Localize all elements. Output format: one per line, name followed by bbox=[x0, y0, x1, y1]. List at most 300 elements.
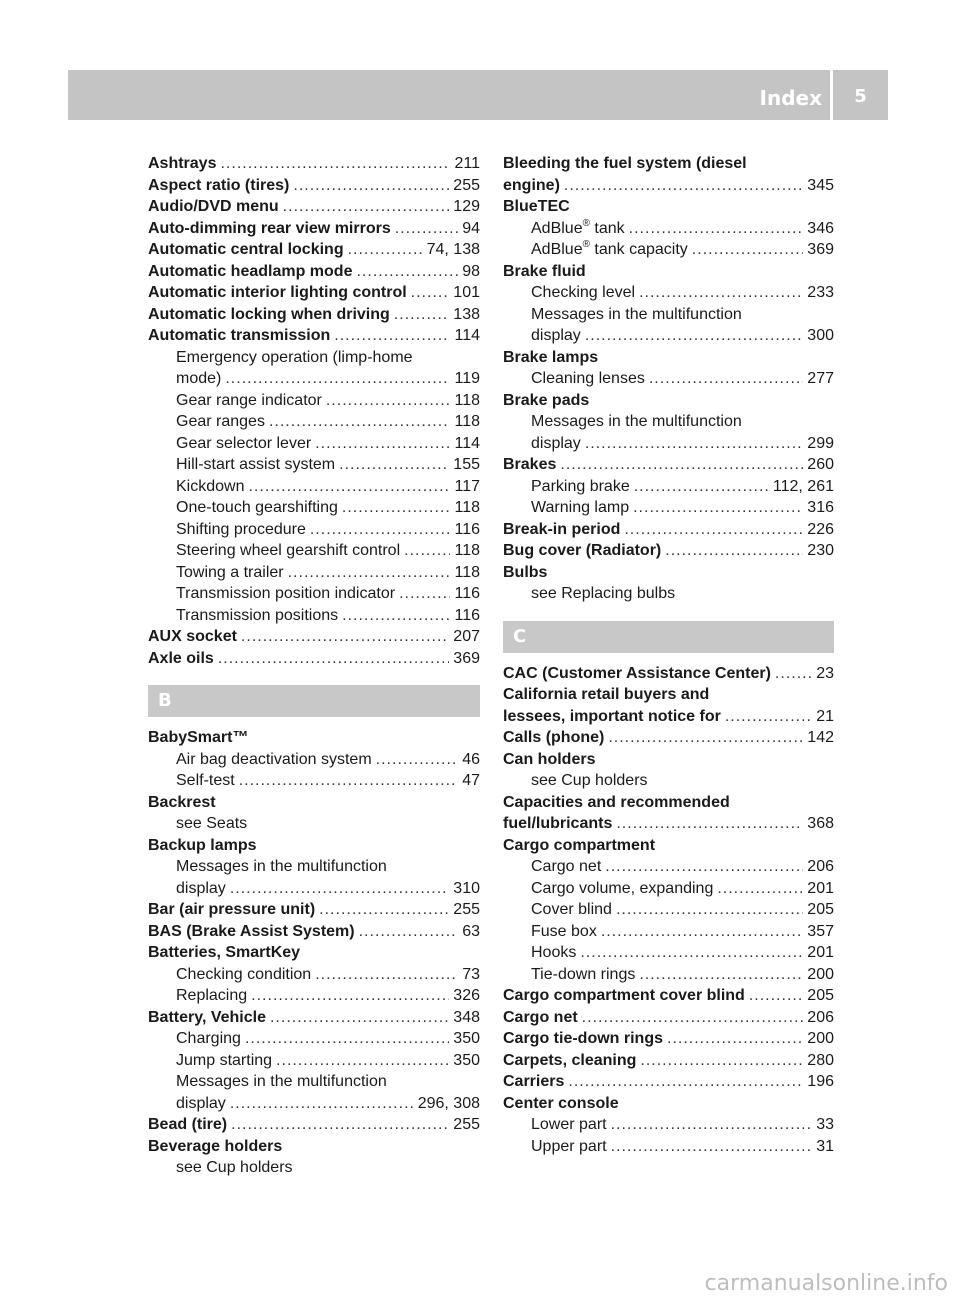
entry-term bbox=[148, 899, 315, 921]
page-ref: 23 bbox=[816, 664, 834, 682]
index-subentry bbox=[503, 1136, 834, 1158]
entry-term-text: CAC (Customer Assistance Center) bbox=[503, 664, 771, 682]
entry-term bbox=[531, 964, 635, 986]
entry-term-text: Messages in the multifunction bbox=[176, 1073, 387, 1090]
leader-dots bbox=[605, 856, 803, 878]
entry-term bbox=[176, 1071, 387, 1093]
page-title: Index bbox=[759, 86, 822, 110]
index-subentry bbox=[503, 583, 834, 605]
page-ref: 21 bbox=[816, 707, 834, 725]
page-number: 5 bbox=[854, 86, 867, 107]
page-ref: 230 bbox=[807, 542, 834, 559]
index-subentry bbox=[148, 433, 480, 455]
index-subentry bbox=[503, 282, 834, 304]
index-entry bbox=[503, 153, 834, 175]
entry-term-text: mode) bbox=[176, 370, 222, 387]
leader-dots bbox=[404, 540, 450, 562]
entry-term-text: Transmission positions bbox=[176, 606, 339, 624]
page-ref: 114 bbox=[454, 327, 480, 344]
leader-dots bbox=[633, 497, 803, 519]
leader-dots bbox=[665, 540, 803, 562]
entry-term-text: Carriers bbox=[503, 1073, 565, 1090]
leader-dots bbox=[640, 1050, 803, 1072]
entry-term bbox=[176, 497, 338, 519]
entry-term bbox=[176, 1050, 272, 1072]
leader-dots bbox=[775, 663, 812, 685]
index-subentry bbox=[148, 1050, 480, 1072]
leader-dots bbox=[585, 325, 803, 347]
index-entry bbox=[148, 648, 480, 670]
entry-term bbox=[503, 1007, 578, 1029]
leader-dots bbox=[649, 368, 803, 390]
leader-dots bbox=[310, 519, 451, 541]
entry-term bbox=[176, 390, 322, 412]
page-ref: 205 bbox=[807, 987, 834, 1004]
index-entry bbox=[148, 942, 480, 964]
page-ref: 118 bbox=[454, 499, 480, 516]
page-ref: 73 bbox=[462, 965, 480, 983]
page-ref: 47 bbox=[462, 772, 480, 789]
entry-term bbox=[148, 727, 248, 749]
entry-term-text: California retail buyers and bbox=[503, 686, 710, 703]
leader-dots bbox=[276, 1050, 449, 1072]
leader-dots bbox=[251, 985, 449, 1007]
entry-term-text: Towing a trailer bbox=[176, 563, 284, 581]
leader-dots bbox=[639, 282, 803, 304]
entry-term-text: Beverage holders bbox=[148, 1137, 283, 1155]
entry-term bbox=[148, 325, 330, 347]
leader-dots bbox=[601, 921, 803, 943]
entry-term bbox=[503, 390, 589, 412]
index-entry bbox=[148, 921, 480, 943]
entry-term-text: Audio/DVD menu bbox=[148, 198, 279, 215]
index-subentry bbox=[148, 856, 480, 878]
entry-term bbox=[176, 1157, 293, 1179]
page-ref: 255 bbox=[453, 176, 480, 194]
entry-term-text: Bug cover (Radiator) bbox=[503, 542, 662, 559]
leader-dots bbox=[230, 878, 449, 900]
leader-dots bbox=[239, 770, 459, 792]
index-entry bbox=[148, 304, 480, 326]
entry-term bbox=[503, 663, 771, 685]
index-subentry bbox=[148, 1071, 480, 1093]
index-entry bbox=[503, 813, 834, 835]
leader-dots bbox=[248, 476, 450, 498]
page-ref: 368 bbox=[807, 815, 834, 832]
leader-dots bbox=[231, 1114, 449, 1136]
page-ref: 369 bbox=[453, 649, 480, 667]
leader-dots bbox=[359, 921, 459, 943]
entry-term-text: Replacing bbox=[176, 987, 248, 1004]
index-subentry bbox=[148, 964, 480, 986]
entry-term-text: Messages in the multifunction bbox=[531, 413, 742, 430]
index-entry bbox=[148, 153, 480, 175]
index-entry bbox=[503, 1050, 834, 1072]
entry-term-text: Automatic interior lighting control bbox=[148, 284, 407, 301]
entry-term-text: Fuse box bbox=[531, 922, 597, 940]
index-subentry bbox=[148, 368, 480, 390]
entry-term bbox=[148, 175, 289, 197]
entry-term-text: Parking brake bbox=[531, 477, 630, 495]
entry-term bbox=[148, 282, 407, 304]
entry-term bbox=[531, 497, 629, 519]
entry-term-text: Brake lamps bbox=[503, 348, 599, 366]
index-entry bbox=[503, 1007, 834, 1029]
entry-term-text: Transmission position indicator bbox=[176, 585, 396, 602]
entry-term-text: Warning lamp bbox=[531, 499, 630, 516]
entry-term-text: Kickdown bbox=[176, 477, 245, 495]
index-subentry bbox=[503, 1114, 834, 1136]
page-ref: 116 bbox=[454, 585, 480, 602]
page-number-box bbox=[833, 70, 888, 120]
index-subentry bbox=[148, 540, 480, 562]
page-ref: 299 bbox=[807, 434, 834, 452]
index-entry bbox=[503, 684, 834, 706]
entry-term bbox=[503, 1093, 619, 1115]
leader-dots bbox=[611, 1136, 813, 1158]
entry-term bbox=[503, 1050, 636, 1072]
entry-term bbox=[531, 899, 612, 921]
entry-term-text: Self-test bbox=[176, 772, 235, 789]
page-ref: 350 bbox=[453, 1051, 480, 1069]
entry-term bbox=[503, 1028, 663, 1050]
entry-term bbox=[503, 519, 620, 541]
leader-dots bbox=[342, 605, 450, 627]
entry-term-text: Battery, Vehicle bbox=[148, 1008, 266, 1026]
entry-term bbox=[531, 282, 635, 304]
leader-dots bbox=[725, 706, 812, 728]
entry-term bbox=[503, 792, 730, 814]
entry-term-text: Cargo compartment bbox=[503, 836, 656, 854]
entry-term bbox=[531, 368, 645, 390]
entry-term bbox=[503, 261, 586, 283]
entry-term-text: BlueTEC bbox=[503, 198, 570, 215]
entry-term bbox=[531, 304, 742, 326]
page-ref: 206 bbox=[807, 1008, 834, 1026]
page-ref: 310 bbox=[453, 879, 480, 897]
page-ref: 350 bbox=[453, 1030, 480, 1047]
page-ref: 101 bbox=[453, 284, 480, 301]
entry-term bbox=[503, 196, 570, 218]
entry-term-text: Center console bbox=[503, 1094, 619, 1112]
leader-dots bbox=[319, 899, 449, 921]
index-subentry bbox=[148, 1157, 480, 1179]
index-subentry bbox=[503, 856, 834, 878]
index-column-left bbox=[148, 153, 480, 1179]
index-subentry bbox=[503, 964, 834, 986]
entry-term bbox=[148, 792, 216, 814]
page-ref: 316 bbox=[807, 499, 834, 516]
entry-term bbox=[148, 626, 237, 648]
index-entry bbox=[148, 261, 480, 283]
entry-term-text: Calls (phone) bbox=[503, 729, 605, 746]
entry-term bbox=[176, 878, 226, 900]
page-ref: 277 bbox=[807, 370, 834, 387]
entry-term-text: engine) bbox=[503, 176, 560, 194]
index-subentry bbox=[148, 749, 480, 771]
index-entry bbox=[503, 390, 834, 412]
index-subentry bbox=[148, 583, 480, 605]
entry-term bbox=[531, 1136, 607, 1158]
page-ref: 118 bbox=[454, 391, 480, 409]
entry-term-text: Tie-down rings bbox=[531, 965, 636, 983]
entry-term-text: Messages in the multifunction bbox=[176, 858, 387, 875]
index-entry bbox=[503, 196, 834, 218]
entry-term-text: Cleaning lenses bbox=[531, 370, 645, 387]
entry-term bbox=[531, 411, 742, 433]
index-entry bbox=[503, 347, 834, 369]
leader-dots bbox=[225, 368, 450, 390]
index-subentry bbox=[148, 1028, 480, 1050]
entry-term bbox=[148, 648, 214, 670]
index-entry bbox=[503, 562, 834, 584]
page-ref: 345 bbox=[807, 176, 834, 194]
page-ref: 112, 261 bbox=[772, 477, 834, 495]
page-ref: 94 bbox=[462, 219, 480, 237]
index-entry bbox=[503, 727, 834, 749]
index-entry bbox=[503, 1071, 834, 1093]
entry-term-text: Gear ranges bbox=[176, 413, 265, 430]
entry-term-text: Cargo tie-down rings bbox=[503, 1030, 663, 1047]
leader-dots bbox=[376, 749, 459, 771]
leader-dots bbox=[394, 304, 450, 326]
entry-term bbox=[503, 684, 709, 706]
index-subentry bbox=[503, 218, 834, 240]
index-entry bbox=[148, 282, 480, 304]
entry-term bbox=[176, 347, 413, 369]
index-entry bbox=[148, 727, 480, 749]
leader-dots bbox=[283, 196, 450, 218]
index-subentry bbox=[503, 476, 834, 498]
entry-term-text: Automatic transmission bbox=[148, 327, 331, 344]
entry-term-text: Automatic central locking bbox=[148, 241, 344, 258]
section-header bbox=[503, 621, 834, 653]
entry-term-text: Gear range indicator bbox=[176, 391, 322, 409]
index-entry bbox=[148, 1007, 480, 1029]
entry-term-text: lessees, important notice for bbox=[503, 707, 721, 725]
entry-term bbox=[176, 749, 372, 771]
page-ref: 206 bbox=[807, 858, 834, 875]
page-ref: 255 bbox=[453, 1116, 480, 1133]
leader-dots bbox=[616, 813, 803, 835]
leader-dots bbox=[639, 964, 803, 986]
leader-dots bbox=[245, 1028, 449, 1050]
page-ref: 233 bbox=[807, 284, 834, 301]
entry-term-text: AdBlue bbox=[531, 219, 583, 237]
entry-term-text: Automatic locking when driving bbox=[148, 305, 390, 323]
page-ref: 98 bbox=[462, 262, 480, 280]
entry-term bbox=[531, 1114, 607, 1136]
index-entry bbox=[148, 626, 480, 648]
page-ref: 114 bbox=[454, 434, 480, 452]
entry-term-text: Brake fluid bbox=[503, 262, 586, 280]
entry-term bbox=[148, 1007, 266, 1029]
entry-term bbox=[531, 218, 625, 240]
page-ref: 369 bbox=[807, 241, 834, 258]
entry-term bbox=[176, 519, 306, 541]
entry-term-text: Emergency operation (limp-home bbox=[176, 348, 413, 366]
page-ref: 207 bbox=[453, 628, 480, 645]
entry-term bbox=[148, 261, 352, 283]
index-entry bbox=[503, 261, 834, 283]
entry-term-text: Bleeding the fuel system (diesel bbox=[503, 155, 747, 172]
index-subentry bbox=[148, 390, 480, 412]
leader-dots bbox=[624, 519, 803, 541]
page-ref: 138 bbox=[453, 305, 480, 323]
index-subentry bbox=[503, 304, 834, 326]
index-subentry bbox=[148, 347, 480, 369]
entry-term bbox=[531, 325, 581, 347]
entry-term-suffix: tank bbox=[589, 219, 625, 237]
leader-dots bbox=[667, 1028, 803, 1050]
index-entry bbox=[503, 175, 834, 197]
entry-term bbox=[531, 878, 713, 900]
page-ref: 31 bbox=[816, 1137, 834, 1155]
leader-dots bbox=[411, 282, 450, 304]
index-entry bbox=[503, 985, 834, 1007]
entry-term-text: Backrest bbox=[148, 793, 216, 811]
leader-dots bbox=[315, 433, 450, 455]
entry-term bbox=[531, 583, 675, 605]
page-ref: 205 bbox=[807, 901, 834, 918]
entry-term-text: Auto-dimming rear view mirrors bbox=[148, 219, 391, 237]
entry-term bbox=[531, 942, 576, 964]
entry-term-text: Axle oils bbox=[148, 649, 214, 667]
entry-term-text: Checking level bbox=[531, 284, 636, 301]
leader-dots bbox=[568, 1071, 803, 1093]
index-subentry bbox=[148, 562, 480, 584]
entry-term bbox=[148, 153, 216, 175]
entry-term bbox=[176, 985, 247, 1007]
entry-term-text: Brake pads bbox=[503, 391, 590, 409]
entry-term-text: Break-in period bbox=[503, 520, 621, 538]
page-ref: 129 bbox=[453, 198, 480, 215]
index-entry bbox=[148, 218, 480, 240]
page-ref: 300 bbox=[807, 327, 834, 344]
entry-term bbox=[531, 476, 630, 498]
index-entry bbox=[503, 663, 834, 685]
index-subentry bbox=[503, 770, 834, 792]
entry-term bbox=[176, 583, 395, 605]
page-ref: 155 bbox=[453, 456, 480, 473]
entry-term bbox=[503, 835, 655, 857]
index-entry bbox=[148, 196, 480, 218]
entry-term-text: Bead (tire) bbox=[148, 1116, 228, 1133]
index-entry bbox=[503, 519, 834, 541]
index-subentry bbox=[503, 368, 834, 390]
leader-dots bbox=[293, 175, 449, 197]
entry-term-text: Lower part bbox=[531, 1116, 607, 1133]
index-subentry bbox=[503, 239, 834, 261]
index-subentry bbox=[503, 411, 834, 433]
index-column-right bbox=[503, 153, 834, 1157]
entry-term-text: see Seats bbox=[176, 815, 248, 832]
entry-term bbox=[176, 605, 338, 627]
index-subentry bbox=[148, 878, 480, 900]
index-entry bbox=[148, 835, 480, 857]
entry-term-text: Carpets, cleaning bbox=[503, 1051, 637, 1069]
page-ref: 142 bbox=[807, 729, 834, 746]
leader-dots bbox=[564, 175, 803, 197]
page-ref: 200 bbox=[807, 1030, 834, 1047]
entry-term bbox=[176, 562, 284, 584]
header-bar bbox=[68, 70, 830, 120]
entry-term bbox=[503, 540, 661, 562]
index-entry bbox=[148, 175, 480, 197]
entry-term-text: Cargo compartment cover blind bbox=[503, 987, 745, 1004]
entry-term bbox=[148, 921, 355, 943]
entry-term-text: BAS (Brake Assist System) bbox=[148, 922, 355, 940]
entry-term-text: Hooks bbox=[531, 944, 577, 961]
index-entry bbox=[148, 792, 480, 814]
entry-term bbox=[176, 411, 265, 433]
entry-term bbox=[503, 175, 560, 197]
leader-dots bbox=[342, 497, 451, 519]
entry-term-text: Hill-start assist system bbox=[176, 456, 336, 473]
page-ref: 74, 138 bbox=[426, 241, 480, 258]
index-subentry bbox=[148, 770, 480, 792]
leader-dots bbox=[692, 239, 804, 261]
leader-dots bbox=[585, 433, 803, 455]
entry-term-text: fuel/lubricants bbox=[503, 815, 613, 832]
page-ref: 196 bbox=[807, 1073, 834, 1090]
entry-term bbox=[176, 964, 311, 986]
entry-term bbox=[148, 1114, 227, 1136]
leader-dots bbox=[560, 454, 803, 476]
index-subentry bbox=[503, 921, 834, 943]
index-entry bbox=[503, 706, 834, 728]
watermark: carmanualsonline.info bbox=[704, 1271, 948, 1296]
entry-term-suffix: tank capacity bbox=[589, 241, 688, 258]
entry-term bbox=[148, 239, 344, 261]
registered-mark: ® bbox=[582, 217, 590, 229]
entry-term-text: see Replacing bulbs bbox=[531, 585, 676, 602]
page-ref: 117 bbox=[454, 477, 480, 495]
page-ref: 119 bbox=[454, 370, 480, 387]
index-entry bbox=[503, 1028, 834, 1050]
index-entry bbox=[503, 454, 834, 476]
entry-term bbox=[176, 368, 221, 390]
entry-term bbox=[531, 770, 648, 792]
leader-dots bbox=[608, 727, 803, 749]
page-ref: 211 bbox=[454, 155, 480, 172]
entry-term bbox=[148, 304, 390, 326]
page-ref: 255 bbox=[453, 901, 480, 918]
entry-term-text: see Cup holders bbox=[531, 772, 648, 789]
leader-dots bbox=[334, 325, 450, 347]
leader-dots bbox=[220, 153, 450, 175]
index-subentry bbox=[503, 325, 834, 347]
entry-term-text: display bbox=[176, 1094, 226, 1112]
entry-term bbox=[148, 942, 300, 964]
entry-term bbox=[176, 856, 387, 878]
page-ref: 226 bbox=[807, 520, 834, 538]
entry-term bbox=[176, 540, 400, 562]
entry-term bbox=[531, 921, 597, 943]
leader-dots bbox=[241, 626, 449, 648]
index-subentry bbox=[148, 605, 480, 627]
leader-dots bbox=[580, 942, 803, 964]
entry-term bbox=[148, 196, 279, 218]
entry-term-text: Upper part bbox=[531, 1137, 607, 1155]
entry-term bbox=[176, 1028, 241, 1050]
page-ref: 116 bbox=[454, 606, 480, 624]
index-subentry bbox=[503, 942, 834, 964]
leader-dots bbox=[749, 985, 803, 1007]
index-entry bbox=[503, 1093, 834, 1115]
entry-term-text: Cargo net bbox=[503, 1008, 578, 1026]
leader-dots bbox=[616, 899, 803, 921]
